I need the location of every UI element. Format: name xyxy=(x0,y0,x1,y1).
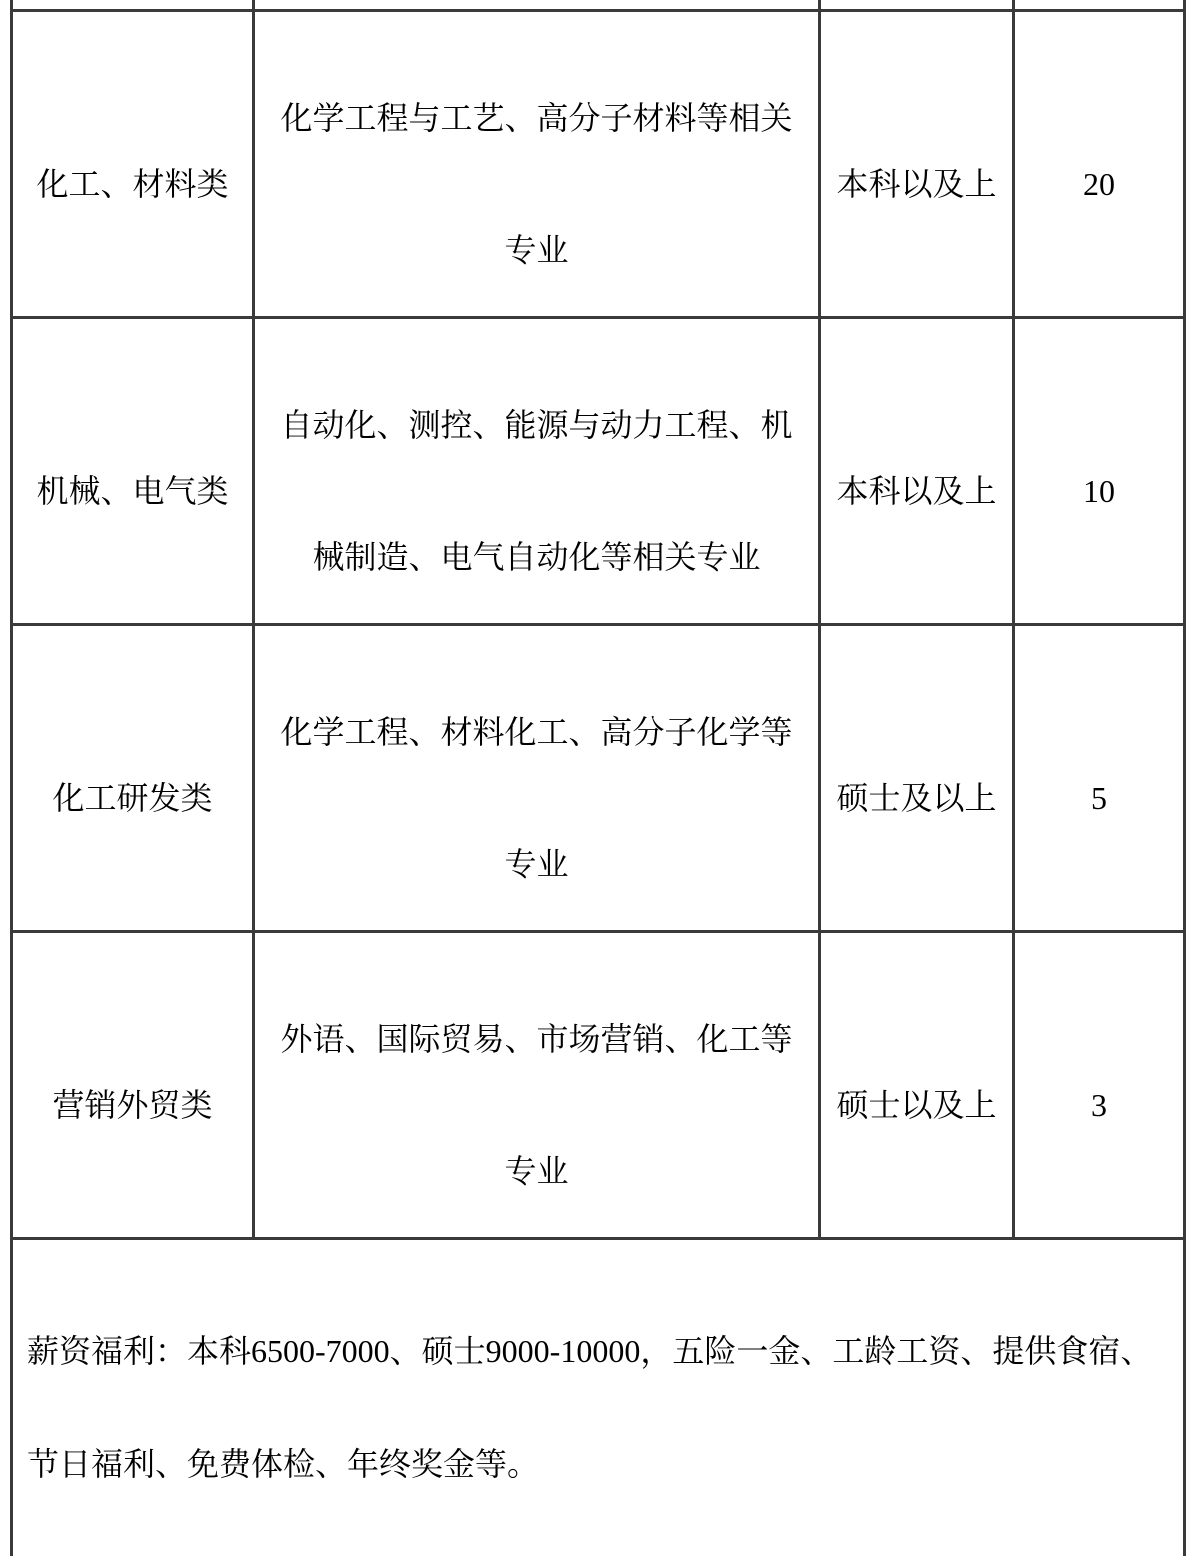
headcount-cell: 5 xyxy=(1014,624,1185,931)
education-requirement-cell: 硕士以及上 xyxy=(820,931,1014,1238)
recruitment-positions-table xyxy=(10,0,1186,1556)
headcount-cell: 10 xyxy=(1014,317,1185,624)
job-category-cell: 化工研发类 xyxy=(12,624,254,931)
education-requirement-cell: 硕士及以上 xyxy=(820,624,1014,931)
majors-cell: 自动化、测控、能源与动力工程、机械制造、电气自动化等相关专业 xyxy=(254,317,820,624)
table-row xyxy=(12,10,1185,317)
partial-cell xyxy=(820,0,1014,10)
education-requirement-cell: 本科以及上 xyxy=(820,317,1014,624)
job-category-cell: 营销外贸类 xyxy=(12,931,254,1238)
table-row-salary-benefits xyxy=(12,1238,1185,1556)
education-requirement-cell: 本科以及上 xyxy=(820,10,1014,317)
salary-benefits-note: 薪资福利：本科6500-7000、硕士9000-10000，五险一金、工龄工资、提供食宿、节日福利、免费体检、年终奖金等。 xyxy=(12,1238,1185,1556)
job-category-cell: 机械、电气类 xyxy=(12,317,254,624)
table-row-partial-top xyxy=(12,0,1185,10)
partial-cell xyxy=(254,0,820,10)
table-row xyxy=(12,931,1185,1238)
headcount-cell: 3 xyxy=(1014,931,1185,1238)
majors-cell: 外语、国际贸易、市场营销、化工等专业 xyxy=(254,931,820,1238)
headcount-cell: 20 xyxy=(1014,10,1185,317)
majors-cell: 化学工程、材料化工、高分子化学等专业 xyxy=(254,624,820,931)
table-row xyxy=(12,317,1185,624)
majors-cell: 化学工程与工艺、高分子材料等相关专业 xyxy=(254,10,820,317)
partial-cell xyxy=(12,0,254,10)
job-category-cell: 化工、材料类 xyxy=(12,10,254,317)
table-row xyxy=(12,624,1185,931)
partial-cell xyxy=(1014,0,1185,10)
